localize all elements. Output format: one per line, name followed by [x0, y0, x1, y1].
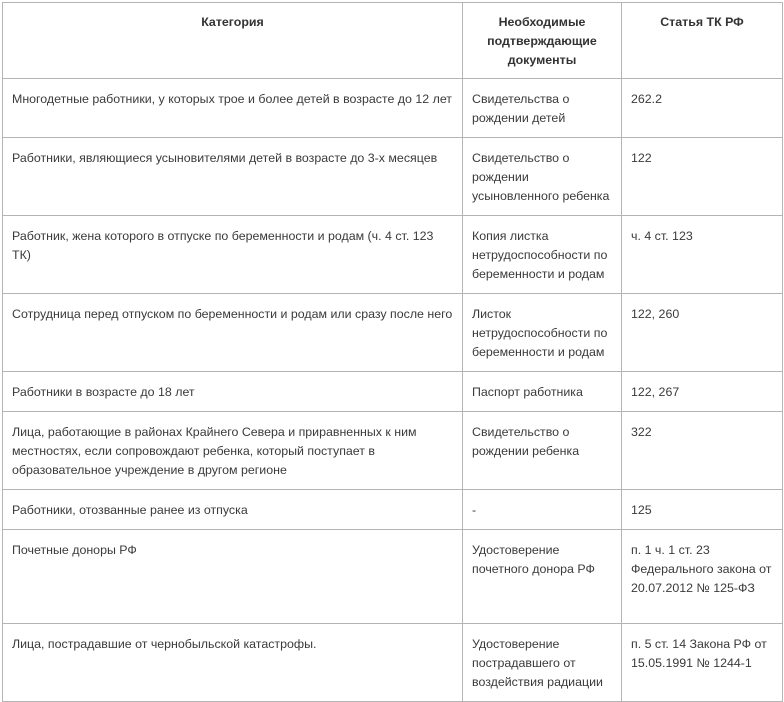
header-article: Статья ТК РФ — [622, 3, 783, 79]
table-row — [3, 490, 783, 530]
table-row — [3, 624, 783, 702]
cell-article: 122 — [622, 138, 783, 216]
cell-article: п. 5 ст. 14 Закона РФ от 15.05.1991 № 1244-1 — [622, 624, 783, 702]
cell-article: 122, 260 — [622, 294, 783, 372]
cell-article: 322 — [622, 412, 783, 490]
cell-category: Сотрудница перед отпуском по беременности и родам или сразу после него — [3, 294, 463, 372]
cell-category: Работники, являющиеся усыновителями детей в возрасте до 3-х месяцев — [3, 138, 463, 216]
cell-documents: Удостоверение пострадавшего от воздействия радиации — [463, 624, 622, 702]
cell-category: Почетные доноры РФ — [3, 530, 463, 624]
cell-documents: Листок нетрудоспособности по беременности и родам — [463, 294, 622, 372]
cell-article: 262.2 — [622, 79, 783, 138]
vacation-categories-table — [2, 2, 783, 702]
cell-category: Работник, жена которого в отпуске по беременности и родам (ч. 4 ст. 123 ТК) — [3, 216, 463, 294]
table-row — [3, 294, 783, 372]
cell-article: ч. 4 ст. 123 — [622, 216, 783, 294]
header-category: Категория — [3, 3, 463, 79]
cell-documents: Свидетельство о рождении усыновленного ребенка — [463, 138, 622, 216]
table-row — [3, 412, 783, 490]
cell-article: 122, 267 — [622, 372, 783, 412]
table-row — [3, 372, 783, 412]
table-row — [3, 79, 783, 138]
cell-documents: Удостоверение почетного донора РФ — [463, 530, 622, 624]
cell-category: Лица, работающие в районах Крайнего Севера и приравненных к ним местностях, если сопровождают ребенка, который поступает в образовательное учреждение в другом регионе — [3, 412, 463, 490]
table-row — [3, 138, 783, 216]
cell-category: Лица, пострадавшие от чернобыльской катастрофы. — [3, 624, 463, 702]
cell-documents: Свидетельства о рождении детей — [463, 79, 622, 138]
table-row — [3, 530, 783, 624]
cell-article: 125 — [622, 490, 783, 530]
cell-documents: Свидетельство о рождении ребенка — [463, 412, 622, 490]
cell-category: Многодетные работники, у которых трое и более детей в возрасте до 12 лет — [3, 79, 463, 138]
cell-article: п. 1 ч. 1 ст. 23 Федерального закона от 20.07.2012 № 125-ФЗ — [622, 530, 783, 624]
header-documents: Необходимые подтверждающие документы — [463, 3, 622, 79]
cell-documents: - — [463, 490, 622, 530]
cell-category: Работники в возрасте до 18 лет — [3, 372, 463, 412]
table-row — [3, 216, 783, 294]
cell-category: Работники, отозванные ранее из отпуска — [3, 490, 463, 530]
cell-documents: Копия листка нетрудоспособности по беременности и родам — [463, 216, 622, 294]
table-header-row — [3, 3, 783, 79]
cell-documents: Паспорт работника — [463, 372, 622, 412]
